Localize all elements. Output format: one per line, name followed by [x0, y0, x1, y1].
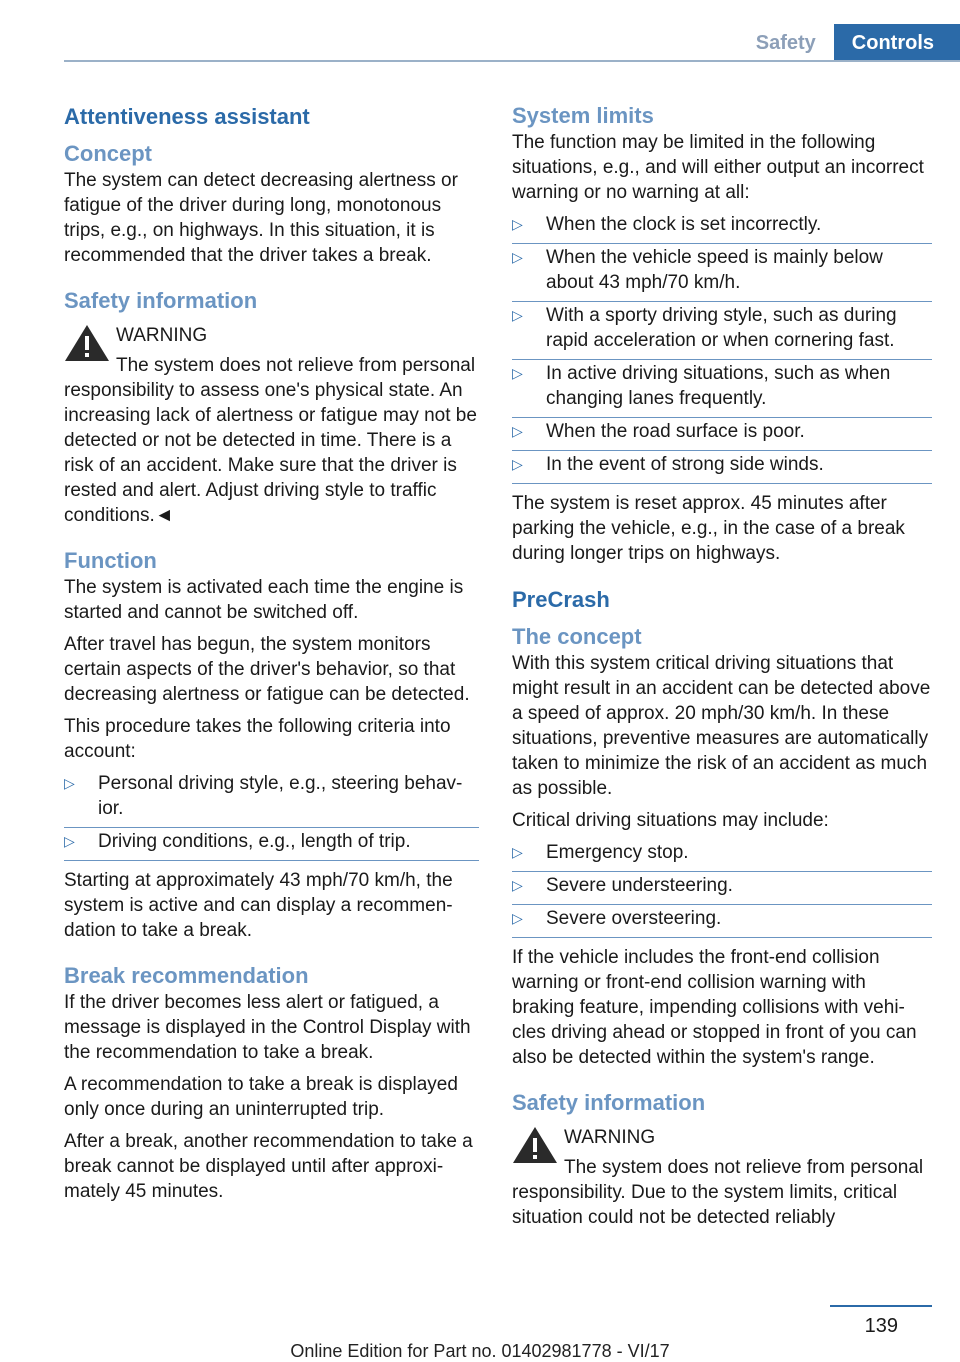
left-column	[64, 102, 479, 1211]
list-item: ▷ When the vehicle speed is mainly below about 43 mph/70 km/h.	[512, 245, 932, 302]
bullet-triangle-icon: ▷	[512, 456, 523, 472]
edition-footer: Online Edition for Part no. 01402981778 - VI/17	[290, 1341, 670, 1361]
function-paragraph-3: This procedure takes the following criteria into account:	[64, 716, 451, 762]
list-item: ▷ Driving conditions, e.g., length of trip.	[64, 829, 479, 861]
bullet-triangle-icon: ▷	[64, 775, 75, 791]
list-item: ▷ Severe oversteering.	[512, 906, 932, 938]
tab-safety[interactable]: Safety	[755, 32, 816, 54]
list-item: ▷ When the road surface is poor.	[512, 419, 932, 451]
bullet-triangle-icon: ▷	[512, 910, 523, 926]
right-column	[512, 102, 932, 1237]
function-paragraph-4: Starting at approximately 43 mph/70 km/h, the system is active and can display a recommendation to take a break.	[64, 870, 453, 941]
precrash-paragraph-3: If the vehicle includes the front-end collision warning or front-end collision warning with braking feature, impending collisions with vehicles driving ahead or stopped in front of you can also be detected within the system's range.	[512, 947, 917, 1068]
heading-function: Function	[64, 548, 157, 573]
list-item: ▷ Emergency stop.	[512, 840, 932, 872]
concept-text: The system can detect decreasing alertness or fatigue of the driver during long, monotonous trips, e.g., on highways. In this situation, it is recommended that the driver takes a break.	[64, 170, 458, 266]
limits-intro: The function may be limited in the following situations, e.g., and will either output an incorrect warning or no warning at all:	[512, 132, 924, 203]
page-number: 139	[864, 1315, 898, 1337]
bullet-triangle-icon: ▷	[512, 423, 523, 439]
criteria-list	[64, 771, 479, 861]
limits-outro: The system is reset approx. 45 minutes after parking the vehicle, e.g., in the case of a break during longer trips on highways.	[512, 493, 905, 564]
footer-divider	[830, 1305, 932, 1307]
warning-text: The system does not relieve from personal responsibility to assess one's physical state. An increasing lack of alertness or fatigue may not be detected or not be detected in time. There is a risk of an accident. Make sure that the driver is rested and alert. Adjust driving style to traffic conditions.◄	[64, 355, 477, 526]
list-item: ▷ With a sporty driving style, such as during rapid acceleration or when cornering fast.	[512, 303, 932, 360]
heading-safety-information-precrash: Safety information	[512, 1090, 706, 1115]
warning-label: WARNING	[564, 1127, 656, 1148]
limits-list	[512, 212, 932, 484]
tab-controls[interactable]: Controls	[834, 24, 960, 62]
heading-system-limits: System limits	[512, 103, 654, 128]
section-tabs	[738, 24, 960, 62]
list-item: ▷ Severe understeering.	[512, 873, 932, 905]
section-title-precrash: PreCrash	[512, 587, 610, 612]
bullet-triangle-icon: ▷	[64, 833, 75, 849]
warning-text: The system does not relieve from personal responsibility. Due to the system limits, critical situation could not be detected reliably	[512, 1157, 924, 1228]
situations-list	[512, 840, 932, 938]
heading-break-recommendation: Break recommendation	[64, 963, 309, 988]
warning-label: WARNING	[116, 325, 208, 346]
bullet-triangle-icon: ▷	[512, 844, 523, 860]
warning-block	[512, 1125, 932, 1230]
bullet-triangle-icon: ▷	[512, 216, 523, 232]
heading-concept: Concept	[64, 141, 152, 166]
function-paragraph-1: The system is activated each time the engine is started and cannot be switched off.	[64, 577, 464, 623]
header-divider	[64, 60, 960, 62]
bullet-triangle-icon: ▷	[512, 249, 523, 265]
heading-the-concept: The concept	[512, 624, 642, 649]
bullet-triangle-icon: ▷	[512, 307, 523, 323]
list-item: ▷ When the clock is set incorrectly.	[512, 212, 932, 244]
function-paragraph-2: After travel has begun, the system monitors certain aspects of the driver's behavior, so that decreasing alertness or fatigue can be detected.	[64, 634, 470, 705]
section-title-attentiveness: Attentiveness assistant	[64, 104, 310, 129]
heading-safety-information: Safety information	[64, 288, 258, 313]
break-paragraph-2: A recommendation to take a break is displayed only once during an uninterrupted trip.	[64, 1074, 458, 1120]
precrash-paragraph-1: With this system critical driving situations that might result in an accident can be detected above a speed of approx. 20 mph/30 km/h. In these situations, preventive measures are automatically taken to minimize the risk of an accident as much as possible.	[512, 653, 931, 799]
list-item: ▷ Personal driving style, e.g., steering behavior.	[64, 771, 479, 828]
warning-block	[64, 323, 479, 528]
bullet-triangle-icon: ▷	[512, 877, 523, 893]
precrash-paragraph-2: Critical driving situations may include:	[512, 810, 829, 831]
list-item: ▷ In the event of strong side winds.	[512, 452, 932, 484]
break-paragraph-3: After a break, another recommendation to take a break cannot be displayed until after approximately 45 minutes.	[64, 1131, 473, 1202]
warning-triangle-icon	[64, 323, 110, 363]
break-paragraph-1: If the driver becomes less alert or fatigued, a message is displayed in the Control Display with the recommendation to take a break.	[64, 992, 471, 1063]
list-item: ▷ In active driving situations, such as when changing lanes frequently.	[512, 361, 932, 418]
warning-triangle-icon	[512, 1125, 558, 1165]
bullet-triangle-icon: ▷	[512, 365, 523, 381]
